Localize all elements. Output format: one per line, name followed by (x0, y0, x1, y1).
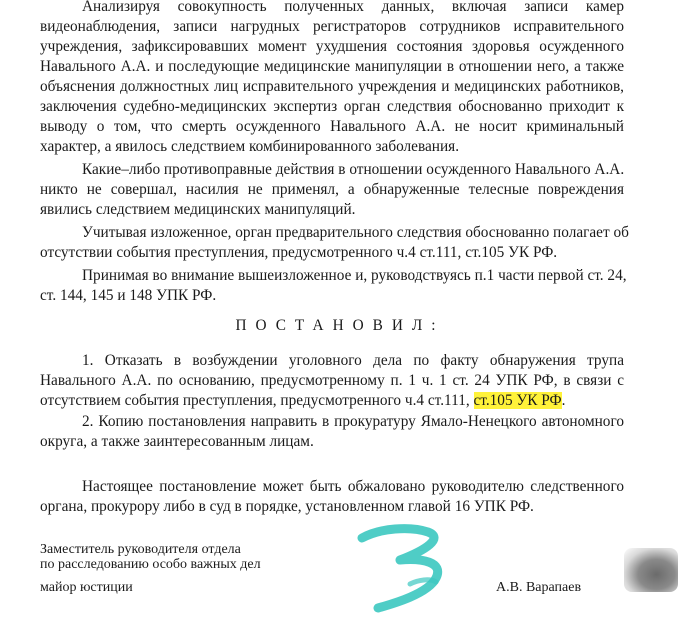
p1-line-7: выводу о том, что смерть осужденного Навального А.А. не носит криминальный (40, 118, 624, 135)
signature-name: А.В. Варапаев (496, 580, 582, 595)
p2-line-3: явились следствием медицинских манипуляций. (40, 201, 356, 218)
p2-line-1: Какие–либо противоправные действия в отношении осужденного Навального А.А. (82, 161, 625, 178)
signature-position-line-2: по расследованию особо важных дел (40, 557, 261, 572)
p2-line-2: никто не совершал, насилия не применял, а обнаруженные телесные повреждения (40, 181, 624, 198)
item2-line-2: округа, а также заинтересованным лицам. (40, 433, 314, 450)
p1-line-8: характер, а явилось следствием комбинированного заболевания. (40, 138, 460, 155)
item1-line-3-text: отсутствием события преступления, предусмотренного ч.4 ст.111, (40, 392, 474, 409)
item1-line-3-end: . (561, 392, 566, 409)
item1-line-2: Навального А.А. по основанию, предусмотренному п. 1 ч. 1 ст. 24 УПК РФ, в связи с (40, 372, 624, 389)
item1-line-1: 1. Отказать в возбуждении уголовного дела по факту обнаружения трупа (82, 352, 624, 369)
p4-line-1: Принимая во внимание вышеизложенное и, руководствуясь п.1 части первой ст. 24, (82, 267, 627, 284)
p1-line-4: Навального А.А. и последующие медицинские манипуляции в отношении него, а также (40, 58, 624, 75)
resolution-title: ПОСТАНОВИЛ: (235, 317, 445, 334)
p1-line-5: объяснения должностных лиц исправительного учреждения и медицинских работников, (40, 78, 624, 95)
signature-position-line-1: Заместитель руководителя отдела (40, 542, 241, 557)
appeal-line-1: Настоящее постановление может быть обжаловано руководителю следственного (82, 478, 624, 495)
signature-rank: майор юстиции (40, 580, 133, 595)
handwritten-signature-icon (352, 522, 462, 614)
appeal-line-2: органа, прокурору либо в суд в порядке, установленном главой 16 УПК РФ. (40, 498, 534, 515)
p3-line-2: отсутствии события преступления, предусмотренного ч.4 ст.111, ст.105 УК РФ. (40, 244, 558, 261)
blurred-stamp-fragment (624, 548, 678, 592)
p3-line-1: Учитывая изложенное, орган предварительного следствия обоснованно полагает об (82, 224, 629, 241)
p1-line-3: учреждения, зафиксировавших момент ухудшения состояния здоровья осужденного (40, 38, 624, 55)
item1-line-3 (40, 391, 624, 410)
p1-line-6: заключения судебно-медицинских экспертиз орган следствия обоснованно приходит к (40, 98, 624, 115)
p4-line-2: ст. 144, 145 и 148 УПК РФ. (40, 287, 217, 304)
highlighted-article: ст.105 УК РФ (473, 392, 562, 409)
item2-line-1: 2. Копию постановления направить в прокуратуру Ямало-Ненецкого автономного (82, 413, 624, 430)
p1-line-2: видеонаблюдения, записи нагрудных регистраторов сотрудников исправительного (40, 18, 624, 35)
p1-line-1: Анализируя совокупность полученных данных, включая записи камер (82, 0, 624, 15)
